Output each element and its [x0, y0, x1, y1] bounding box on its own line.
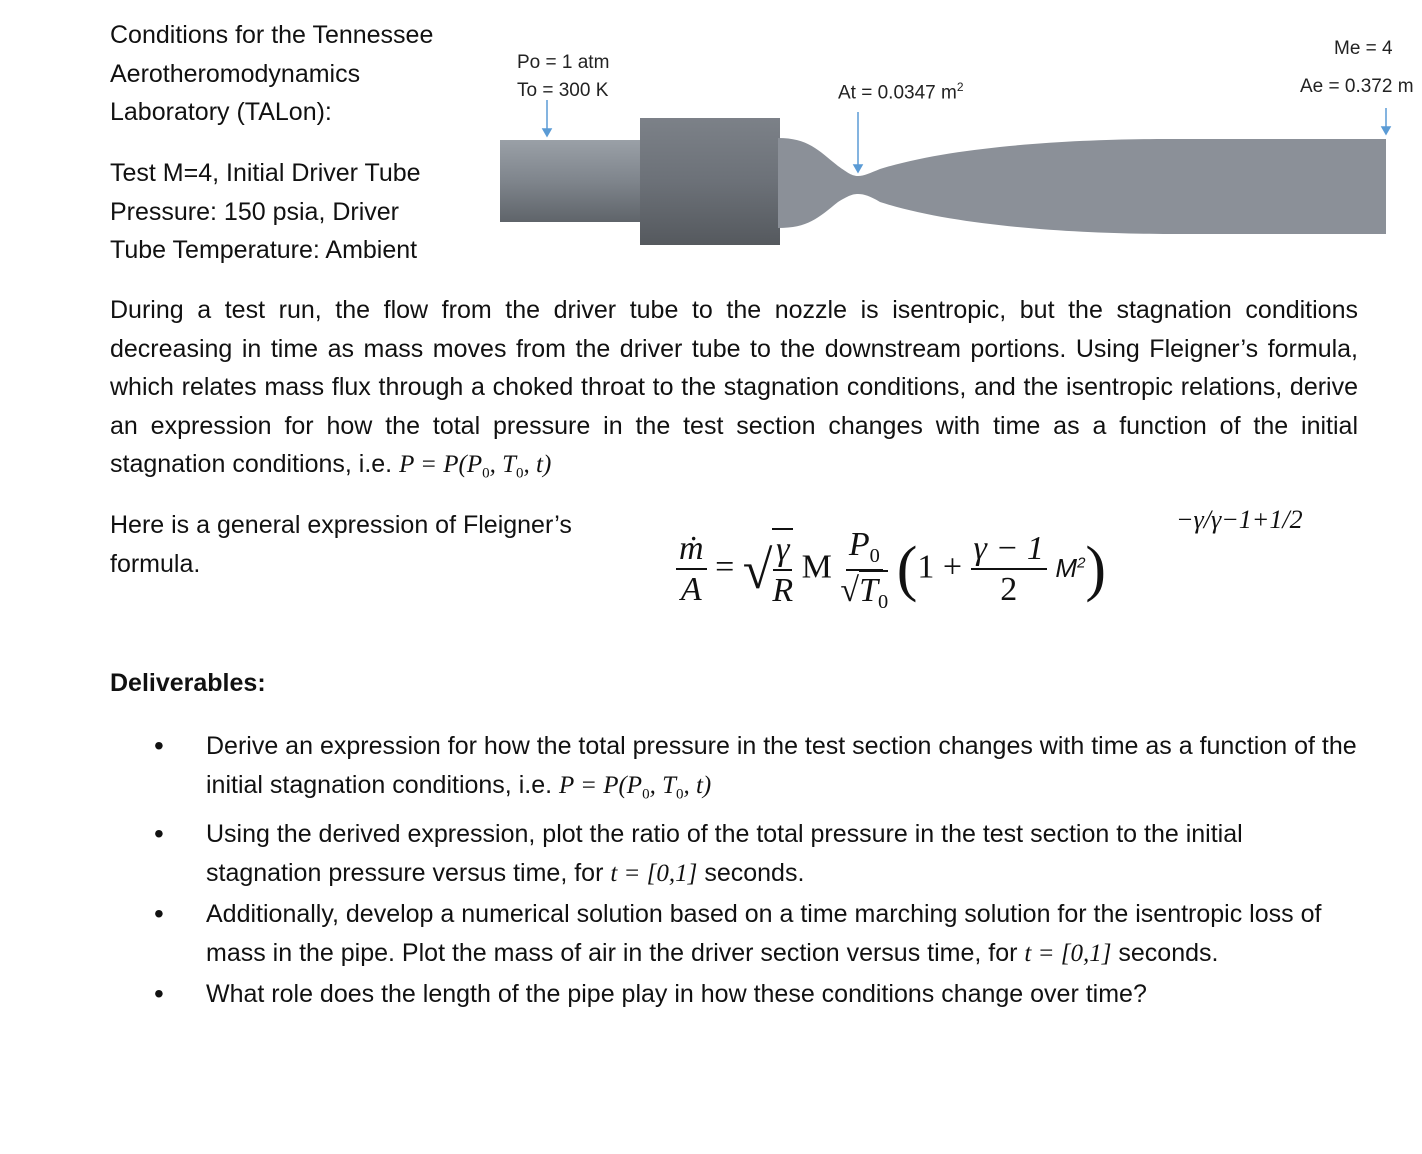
list-item: • Derive an expression for how the total pressure in the test section changes with time as a function of the initial stagnation conditions, i.e. $P = P(P_0$, $T_0$, t) [110, 727, 1360, 813]
intro-line: Conditions for the Tennessee [110, 21, 434, 49]
settling-chamber [640, 118, 780, 245]
po-label: Po = 1 atm [517, 52, 610, 73]
deliverables-list [110, 727, 1360, 1014]
test-line: Test M=4, Initial Driver Tube [110, 159, 421, 187]
mdot-over-a: $\frac{\text{ṁ}}{A}$ [676, 529, 707, 611]
fleigner-equation: $\frac{\text{ṁ}}{A}$ = √ $\frac{\gamma}{R}$ M $\frac{P_0}{√T_0}$ (1 + $\frac{\gamma - 1}{2}$ $M^2$) [676, 525, 1106, 614]
sqrt-gamma-r: √ $\frac{\gamma}{R}$ [743, 528, 793, 612]
at-arrowhead [854, 165, 862, 172]
to-label: To = 300 K [517, 80, 609, 101]
tunnel-diagram [490, 30, 1422, 260]
list-item: • What role does the length of the pipe play in how these conditions change over time? [110, 975, 1360, 1014]
p0-over-sqrt-t0: $\frac{P_0}{√T_0}$ [840, 526, 889, 613]
intro-line: Laboratory (TALon): [110, 98, 332, 126]
nozzle-body [778, 138, 1386, 234]
ae-label: Ae = 0.372 m [1300, 76, 1414, 97]
driver-tube [500, 140, 642, 222]
tunnel-svg [490, 30, 1422, 260]
intro-block [110, 16, 433, 132]
test-line: Pressure: 150 psia, Driver [110, 197, 400, 226]
me-label: Me = 4 [1334, 38, 1393, 59]
at-label: At = 0.0347 $m^2$ [838, 80, 964, 104]
description-paragraph: During a test run, the flow from the driver tube to the nozzle is isentropic, but the stagnation conditions decreasing in time as mass moves from the driver tube to the downstream portions. Using Fleigner’s formula, which relates mass flux through a choked throat to the stagnation conditions, and the isentropic relations, derive an expression for how the total pressure in the test section changes with time as a function of the initial stagnation conditions, i.e. $P = P(P_0$, $T_0$, t) [110, 296, 1358, 482]
test-line: Tube Temperature: Ambient [110, 236, 418, 264]
fleigner-exponent: −γ/γ−1+1/2 [1176, 505, 1303, 534]
pressure-function: $P = P(P_0$, $T_0$, t) [399, 451, 552, 482]
list-item: • Using the derived expression, plot the ratio of the total pressure in the test section to the initial stagnation pressure versus time, for t = [0,1] seconds. [110, 815, 1360, 893]
ae-arrowhead [1382, 127, 1390, 134]
fleigner-text: Here is a general expression of Fleigner’s formula. [110, 511, 572, 578]
gamma-minus-one-over-two: $\frac{\gamma - 1}{2}$ [971, 529, 1047, 611]
list-item: • Additionally, develop a numerical solution based on a time marching solution for the isentropic loss of mass in the pipe. Plot the mass of air in the driver section versus time, for t = [0,1] seconds. [110, 895, 1360, 973]
po-arrowhead [543, 129, 551, 136]
test-conditions [110, 154, 421, 270]
deliverables-heading: Deliverables: [110, 669, 266, 697]
intro-line: Aerotheromodynamics [110, 59, 361, 88]
